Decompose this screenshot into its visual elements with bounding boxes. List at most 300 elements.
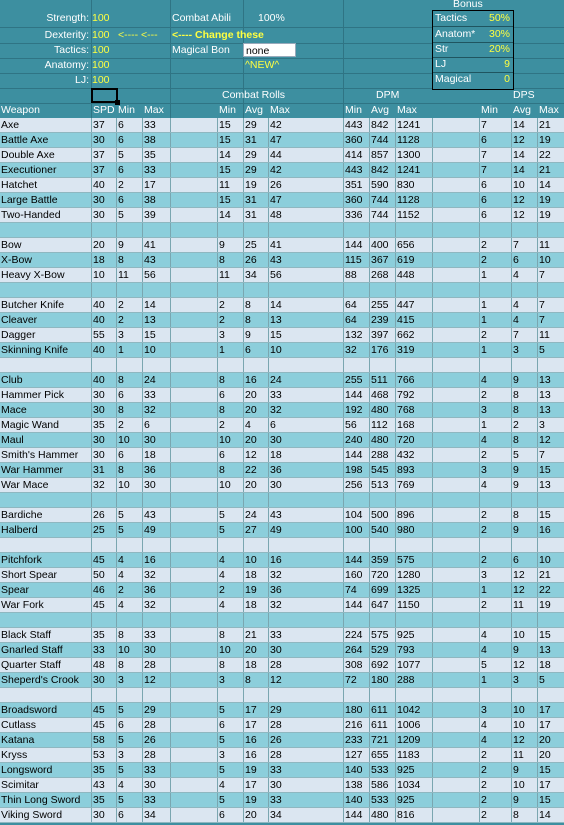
cell-border — [142, 403, 143, 417]
cell-border — [395, 718, 396, 732]
roll-avg: 27 — [245, 524, 257, 536]
cell-border — [217, 673, 218, 687]
roll-max: 36 — [270, 584, 282, 596]
roll-avg: 18 — [245, 599, 257, 611]
table-row[interactable] — [0, 478, 564, 493]
roll-avg: 12 — [245, 449, 257, 461]
cell-border — [369, 583, 370, 597]
speed: 53 — [93, 749, 105, 761]
cell-border — [395, 463, 396, 477]
table-row[interactable] — [0, 583, 564, 598]
cell-border — [243, 268, 244, 282]
roll-avg: 20 — [245, 809, 257, 821]
table-row[interactable] — [0, 673, 564, 688]
cell-border — [479, 703, 480, 717]
magical-bonus-label: Magical Bon — [172, 44, 230, 56]
cell-border — [369, 403, 370, 417]
table-row[interactable] — [0, 553, 564, 568]
magical-bonus-field[interactable]: none — [243, 43, 296, 57]
cell-border — [217, 658, 218, 672]
roll-min: 5 — [219, 734, 225, 746]
dpm-min: 144 — [345, 389, 363, 401]
table-row[interactable] — [0, 733, 564, 748]
table-row[interactable] — [0, 313, 564, 328]
dpm-min: 308 — [345, 659, 363, 671]
dps-max: 13 — [539, 479, 551, 491]
cell-border — [343, 163, 344, 177]
max-damage: 43 — [144, 509, 156, 521]
table-row[interactable] — [0, 748, 564, 763]
cell-border — [479, 658, 480, 672]
spacer-row[interactable] — [0, 283, 564, 298]
table-row[interactable] — [0, 298, 564, 313]
table-row[interactable] — [0, 193, 564, 208]
strength-value[interactable]: 100 — [92, 12, 110, 24]
cell-border — [511, 418, 512, 432]
dps-max: 20 — [539, 749, 551, 761]
dps-max: 19 — [539, 599, 551, 611]
cell-border — [91, 703, 92, 717]
cell-border — [343, 388, 344, 402]
dps-min: 4 — [481, 629, 487, 641]
cell-border — [170, 208, 171, 222]
cell-border — [142, 778, 143, 792]
cell-border — [479, 283, 480, 297]
cell-border — [369, 643, 370, 657]
cell-border — [268, 238, 269, 252]
cell-border — [217, 358, 218, 372]
table-row[interactable] — [0, 268, 564, 283]
cell-border — [243, 643, 244, 657]
cell-border — [116, 268, 117, 282]
table-row[interactable] — [0, 598, 564, 613]
cell-border — [91, 283, 92, 297]
table-row[interactable] — [0, 133, 564, 148]
table-row[interactable] — [0, 433, 564, 448]
cell-border — [170, 628, 171, 642]
tactics-value[interactable]: 100 — [92, 44, 110, 56]
tactics-label: Tactics: — [53, 44, 89, 56]
dps-avg: 6 — [513, 254, 519, 266]
cell-border — [511, 793, 512, 807]
dpm-max: 980 — [397, 524, 415, 536]
min-damage: 3 — [118, 674, 124, 686]
cell-border — [479, 628, 480, 642]
table-row[interactable] — [0, 763, 564, 778]
spacer-row[interactable] — [0, 493, 564, 508]
table-row[interactable] — [0, 508, 564, 523]
speed: 30 — [93, 449, 105, 461]
roll-min: 15 — [219, 119, 231, 131]
cell-border — [116, 658, 117, 672]
max-damage: 33 — [144, 629, 156, 641]
table-row[interactable] — [0, 148, 564, 163]
cell-border — [170, 178, 171, 192]
dpm-max: 896 — [397, 509, 415, 521]
min-damage: 8 — [118, 254, 124, 266]
min-damage: 6 — [118, 719, 124, 731]
dpm-min: 74 — [345, 584, 357, 596]
cell-border — [343, 283, 344, 297]
cell-border — [142, 313, 143, 327]
col-max: Max — [144, 104, 164, 116]
cell-border — [91, 613, 92, 627]
dpm-max: 319 — [397, 344, 415, 356]
cell-border — [116, 508, 117, 522]
table-row[interactable] — [0, 448, 564, 463]
cell-border — [268, 463, 269, 477]
speed: 18 — [93, 254, 105, 266]
cell-border — [217, 778, 218, 792]
min-damage: 10 — [118, 644, 130, 656]
table-row[interactable] — [0, 523, 564, 538]
cell-border — [369, 493, 370, 507]
roll-avg: 24 — [245, 509, 257, 521]
table-row[interactable] — [0, 808, 564, 823]
table-row[interactable] — [0, 793, 564, 808]
cell-border — [537, 763, 538, 777]
bonus-label: Magical — [435, 73, 472, 85]
cell-border — [268, 763, 269, 777]
dps-min: 2 — [481, 524, 487, 536]
lj-value[interactable]: 100 — [92, 74, 110, 86]
dpm-min: 224 — [345, 629, 363, 641]
cell-border — [537, 583, 538, 597]
cell-border — [343, 538, 344, 552]
cell-border — [479, 688, 480, 702]
cell-border — [243, 493, 244, 507]
cell-border — [479, 718, 480, 732]
cell-border — [170, 328, 171, 342]
dps-avg: 14 — [513, 119, 525, 131]
dpm-min: 64 — [345, 299, 357, 311]
cell-border — [432, 418, 433, 432]
speed: 50 — [93, 569, 105, 581]
roll-max: 32 — [270, 569, 282, 581]
cell-border — [395, 703, 396, 717]
dpm-min: 180 — [345, 704, 363, 716]
col-dps-avg: Avg — [513, 104, 531, 116]
cell-border — [537, 733, 538, 747]
cell-border — [537, 178, 538, 192]
table-row[interactable] — [0, 388, 564, 403]
cell-border — [142, 253, 143, 267]
max-damage: 6 — [144, 419, 150, 431]
cell-border — [343, 418, 344, 432]
cell-border — [432, 703, 433, 717]
cell-border — [91, 538, 92, 552]
cell-border — [91, 808, 92, 822]
cell-border — [217, 523, 218, 537]
cell-border — [142, 508, 143, 522]
cell-border — [170, 568, 171, 582]
table-row[interactable] — [0, 628, 564, 643]
cell-border — [343, 763, 344, 777]
max-damage: 32 — [144, 404, 156, 416]
cell-border — [142, 673, 143, 687]
cell-border — [537, 238, 538, 252]
cell-border — [217, 313, 218, 327]
max-damage: 35 — [144, 149, 156, 161]
spacer-row[interactable] — [0, 538, 564, 553]
weapon-name: Short Spear — [1, 569, 58, 581]
cell-border — [142, 718, 143, 732]
cell-border — [479, 208, 480, 222]
table-row[interactable] — [0, 238, 564, 253]
cell-border — [511, 298, 512, 312]
cell-border — [142, 358, 143, 372]
cell-border — [511, 478, 512, 492]
cell-border — [91, 658, 92, 672]
cell-border — [395, 598, 396, 612]
roll-min: 6 — [219, 809, 225, 821]
roll-max: 10 — [270, 344, 282, 356]
roll-avg: 16 — [245, 734, 257, 746]
col-dps-max: Max — [539, 104, 559, 116]
dps-min: 1 — [481, 299, 487, 311]
dpm-header: DPM — [376, 89, 400, 101]
roll-avg: 31 — [245, 134, 257, 146]
roll-min: 4 — [219, 599, 225, 611]
cell-border — [116, 163, 117, 177]
weapon-name: Maul — [1, 434, 24, 446]
cell-border — [479, 253, 480, 267]
cell-border — [395, 448, 396, 462]
roll-min: 6 — [219, 389, 225, 401]
bonus-row-anatomy — [433, 27, 513, 43]
table-row[interactable] — [0, 718, 564, 733]
cell-border — [479, 148, 480, 162]
max-damage: 33 — [144, 389, 156, 401]
roll-max: 12 — [270, 674, 282, 686]
cell-border — [142, 628, 143, 642]
cell-border — [479, 418, 480, 432]
max-damage: 36 — [144, 584, 156, 596]
max-damage: 24 — [144, 374, 156, 386]
dps-min: 4 — [481, 434, 487, 446]
cell-border — [432, 523, 433, 537]
cell-border — [268, 718, 269, 732]
cell-border — [243, 253, 244, 267]
cell-border — [170, 388, 171, 402]
cell-border — [91, 328, 92, 342]
cell-border — [268, 433, 269, 447]
cell-border — [116, 553, 117, 567]
cell-border — [479, 433, 480, 447]
table-row[interactable] — [0, 403, 564, 418]
roll-avg: 17 — [245, 719, 257, 731]
max-damage: 16 — [144, 554, 156, 566]
spacer-row[interactable] — [0, 223, 564, 238]
min-damage: 2 — [118, 314, 124, 326]
weapon-name: X-Bow — [1, 254, 32, 266]
table-row[interactable] — [0, 778, 564, 793]
cell-border — [142, 283, 143, 297]
cell-border — [369, 778, 370, 792]
cell-border — [268, 508, 269, 522]
cell-border — [91, 718, 92, 732]
speed: 30 — [93, 434, 105, 446]
cell-border — [170, 733, 171, 747]
cell-border — [479, 538, 480, 552]
cell-border — [217, 463, 218, 477]
cell-border — [243, 178, 244, 192]
table-row[interactable] — [0, 178, 564, 193]
cell-border — [243, 793, 244, 807]
roll-avg: 22 — [245, 464, 257, 476]
cell-border — [116, 418, 117, 432]
roll-min: 3 — [219, 674, 225, 686]
dps-min: 2 — [481, 389, 487, 401]
cell-border — [369, 688, 370, 702]
cell-border — [479, 343, 480, 357]
table-row[interactable] — [0, 118, 564, 133]
dpm-min: 233 — [345, 734, 363, 746]
cell-border — [217, 178, 218, 192]
roll-avg: 19 — [245, 794, 257, 806]
cell-border — [369, 523, 370, 537]
dpm-min: 100 — [345, 524, 363, 536]
weapon-name: Cutlass — [1, 719, 37, 731]
cell-border — [116, 328, 117, 342]
cell-border — [395, 148, 396, 162]
cell-border — [395, 478, 396, 492]
combat-ability-value[interactable]: 100% — [258, 12, 285, 24]
weapon-name: Large Battle — [1, 194, 58, 206]
min-damage: 5 — [118, 794, 124, 806]
dexterity-value[interactable]: 100 — [92, 29, 110, 41]
cell-border — [268, 778, 269, 792]
spacer-row[interactable] — [0, 358, 564, 373]
cell-border — [268, 538, 269, 552]
dps-min: 2 — [481, 794, 487, 806]
speed: 30 — [93, 404, 105, 416]
roll-max: 47 — [270, 134, 282, 146]
roll-avg: 20 — [245, 404, 257, 416]
table-row[interactable] — [0, 418, 564, 433]
cell-border — [170, 118, 171, 132]
cell-border — [537, 568, 538, 582]
dps-avg: 12 — [513, 584, 525, 596]
cell-border — [369, 388, 370, 402]
table-row[interactable] — [0, 343, 564, 358]
cell-border — [91, 478, 92, 492]
cell-border — [170, 778, 171, 792]
table-row[interactable] — [0, 568, 564, 583]
speed: 30 — [93, 194, 105, 206]
min-damage: 3 — [118, 749, 124, 761]
min-damage: 5 — [118, 209, 124, 221]
cell-border — [369, 418, 370, 432]
table-row[interactable] — [0, 643, 564, 658]
dpm-avg: 575 — [371, 629, 389, 641]
cell-border — [511, 193, 512, 207]
table-row[interactable] — [0, 253, 564, 268]
cell-border — [537, 478, 538, 492]
cell-border — [91, 733, 92, 747]
roll-avg: 26 — [245, 254, 257, 266]
cell-border — [343, 733, 344, 747]
spacer-row[interactable] — [0, 613, 564, 628]
min-damage: 10 — [118, 479, 130, 491]
dps-min: 1 — [481, 419, 487, 431]
cell-border — [116, 748, 117, 762]
cell-border — [432, 778, 433, 792]
cell-border — [217, 133, 218, 147]
dps-avg: 11 — [513, 749, 524, 761]
table-row[interactable] — [0, 208, 564, 223]
cell-border — [217, 448, 218, 462]
cell-border — [217, 763, 218, 777]
table-row[interactable] — [0, 373, 564, 388]
cell-border — [395, 313, 396, 327]
cell-border — [91, 313, 92, 327]
cell-border — [479, 643, 480, 657]
table-row[interactable] — [0, 328, 564, 343]
cell-border — [432, 793, 433, 807]
cell-border — [217, 808, 218, 822]
dps-avg: 12 — [513, 569, 525, 581]
spacer-row[interactable] — [0, 688, 564, 703]
cell-border — [243, 778, 244, 792]
max-damage: 15 — [144, 329, 156, 341]
cell-border — [479, 553, 480, 567]
bonus-row-tactics — [433, 11, 513, 27]
table-row[interactable] — [0, 463, 564, 478]
dpm-min: 88 — [345, 269, 357, 281]
anatomy-value[interactable]: 100 — [92, 59, 110, 71]
cell-border — [268, 163, 269, 177]
cell-border — [395, 163, 396, 177]
cell-border — [537, 268, 538, 282]
cell-border — [243, 223, 244, 237]
cell-border — [511, 718, 512, 732]
cell-border — [432, 613, 433, 627]
cell-border — [91, 628, 92, 642]
selected-cell[interactable] — [91, 88, 118, 103]
dps-avg: 7 — [513, 239, 519, 251]
dpm-min: 198 — [345, 464, 363, 476]
cell-border — [91, 298, 92, 312]
cell-border — [217, 748, 218, 762]
cell-border — [395, 223, 396, 237]
roll-max: 30 — [270, 779, 282, 791]
dps-min: 2 — [481, 809, 487, 821]
cell-border — [268, 313, 269, 327]
cell-border — [142, 178, 143, 192]
speed: 35 — [93, 419, 105, 431]
dps-max: 21 — [539, 569, 551, 581]
table-row[interactable] — [0, 703, 564, 718]
dpm-max: 288 — [397, 674, 415, 686]
cell-border — [243, 163, 244, 177]
cell-border — [170, 418, 171, 432]
table-row[interactable] — [0, 658, 564, 673]
cell-border — [142, 238, 143, 252]
cell-border — [116, 298, 117, 312]
cell-border — [537, 808, 538, 822]
max-damage: 39 — [144, 209, 156, 221]
cell-border — [91, 403, 92, 417]
dpm-avg: 744 — [371, 194, 389, 206]
roll-avg: 16 — [245, 749, 257, 761]
cell-border — [511, 508, 512, 522]
dpm-max: 766 — [397, 374, 415, 386]
table-row[interactable] — [0, 163, 564, 178]
speed: 10 — [93, 269, 105, 281]
cell-border — [142, 643, 143, 657]
cell-border — [479, 328, 480, 342]
